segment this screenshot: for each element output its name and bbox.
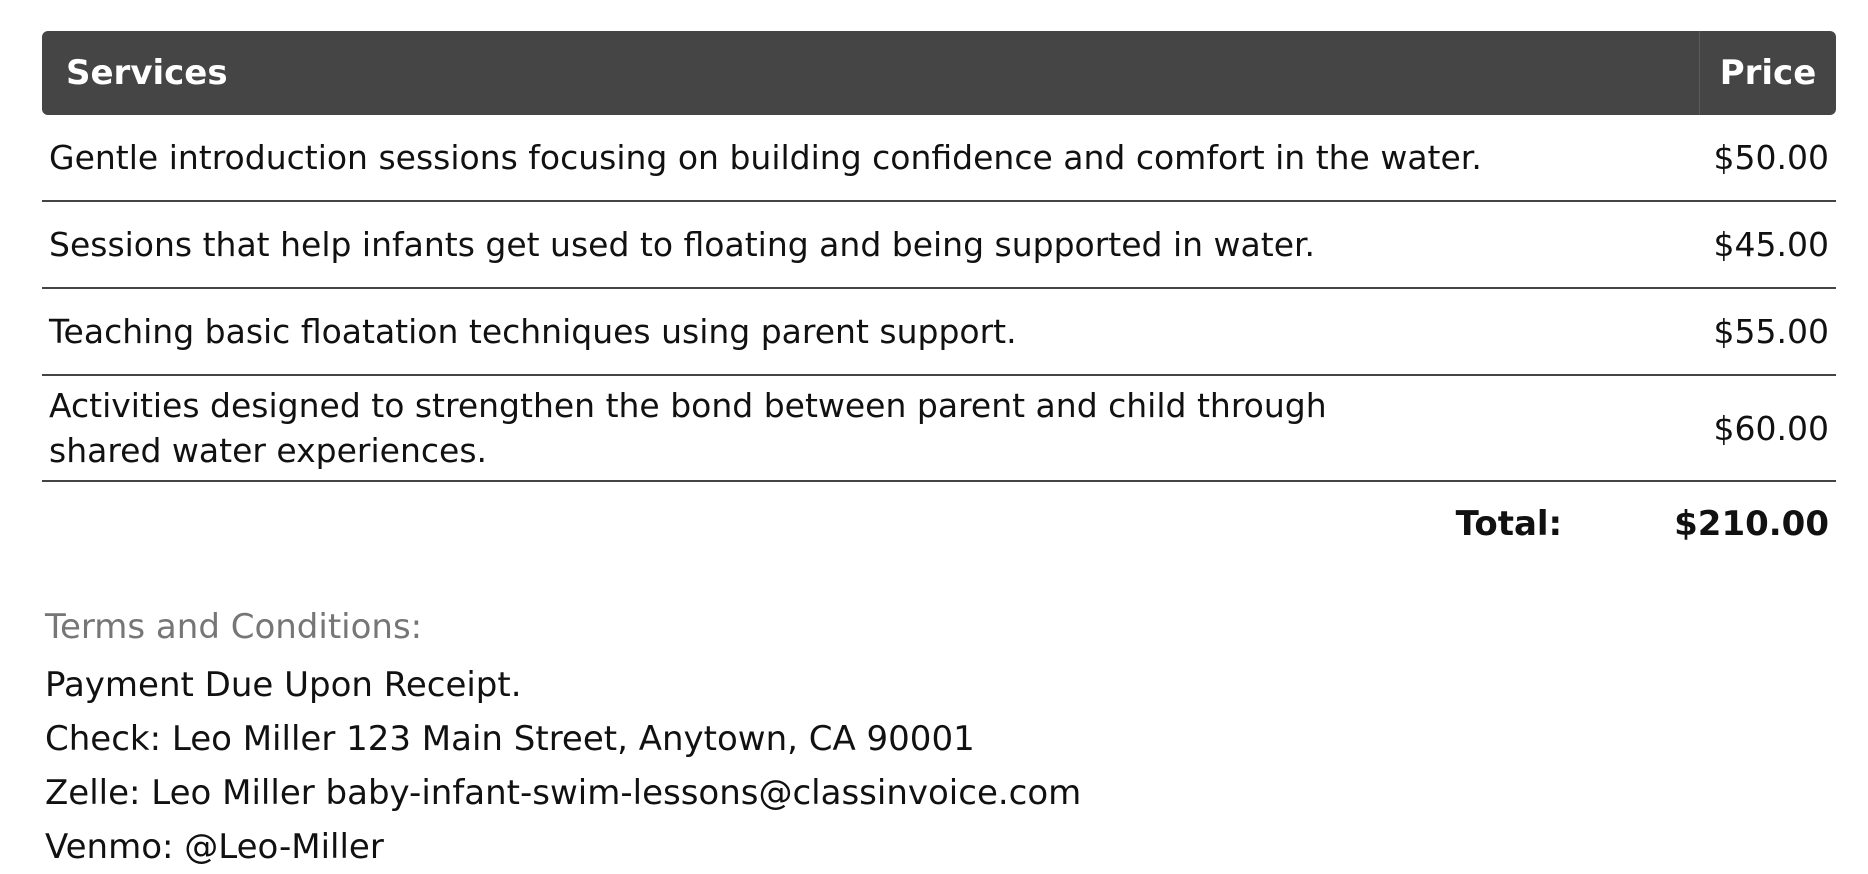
services-table	[42, 31, 1836, 566]
terms-venmo: Venmo: @Leo-Miller	[45, 827, 384, 867]
service-price: $45.00	[1713, 225, 1829, 264]
service-description: Teaching basic floatation techniques using parent support.	[49, 312, 1017, 351]
table-header	[42, 31, 1836, 115]
total-row	[42, 482, 1836, 566]
total-label: Total:	[1455, 504, 1563, 544]
table-row	[42, 202, 1836, 289]
service-description: Gentle introduction sessions focusing on building confidence and comfort in the water.	[49, 138, 1482, 177]
price-column-header: Price	[1699, 31, 1836, 115]
service-description: Activities designed to strengthen the bond between parent and child through shared water experiences.	[49, 386, 1327, 470]
service-description: Sessions that help infants get used to floating and being supported in water.	[49, 225, 1316, 264]
service-price: $50.00	[1713, 138, 1829, 177]
service-price: $55.00	[1713, 312, 1829, 351]
table-row	[42, 115, 1836, 202]
service-price: $60.00	[1713, 408, 1829, 448]
terms-payment-due: Payment Due Upon Receipt.	[45, 665, 522, 705]
table-row	[42, 289, 1836, 376]
total-value: $210.00	[1674, 504, 1829, 544]
table-row	[42, 376, 1836, 482]
terms-zelle: Zelle: Leo Miller baby-infant-swim-lessons@classinvoice.com	[45, 773, 1082, 813]
terms-check: Check: Leo Miller 123 Main Street, Anytown, CA 90001	[45, 719, 975, 759]
terms-title: Terms and Conditions:	[45, 607, 423, 647]
terms-section	[45, 602, 1081, 874]
services-column-header: Services	[66, 53, 228, 93]
